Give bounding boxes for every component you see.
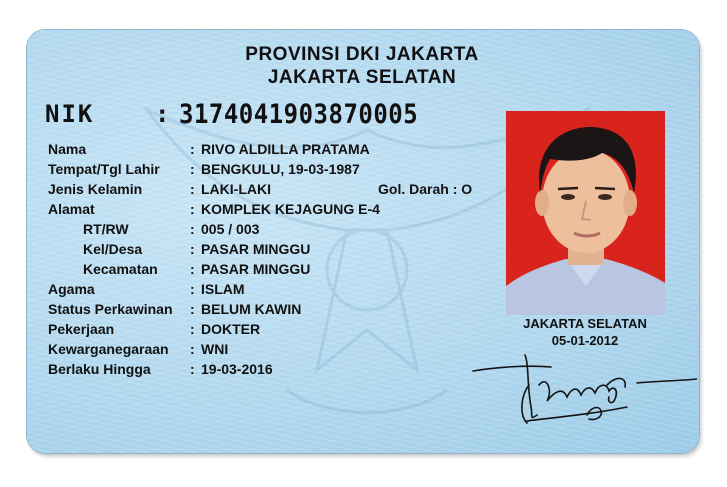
field-value: 005 / 003: [201, 221, 260, 237]
field-label: Nama: [48, 141, 87, 157]
field-label: Kewarganegaraan: [48, 341, 169, 357]
issue-date: 05-01-2012: [551, 333, 619, 348]
blood-type-label: Gol. Darah: [378, 181, 449, 197]
field-colon: :: [190, 241, 195, 257]
field-value: LAKI-LAKI: [201, 181, 271, 197]
field-label: Kel/Desa: [83, 241, 143, 257]
portrait-image: [506, 111, 665, 315]
field-label: Berlaku Hingga: [48, 361, 151, 377]
province-title: PROVINSI DKI JAKARTA: [245, 44, 479, 65]
field-label: Tempat/Tgl Lahir: [48, 161, 160, 177]
field-value: BELUM KAWIN: [201, 301, 302, 317]
field-colon: :: [190, 181, 195, 197]
field-colon: :: [190, 321, 195, 337]
field-value: KOMPLEK KEJAGUNG E-4: [201, 201, 380, 217]
field-label: Alamat: [48, 201, 95, 217]
nik-number: 3174041903870005: [179, 98, 419, 130]
field-value: DOKTER: [201, 321, 261, 337]
blood-type-colon: :: [452, 181, 458, 197]
holder-signature: [467, 345, 697, 435]
field-value: BENGKULU, 19-03-1987: [201, 161, 360, 177]
field-colon: :: [190, 141, 195, 157]
field-colon: :: [190, 281, 195, 297]
field-colon: :: [190, 341, 195, 357]
field-colon: :: [190, 261, 195, 277]
field-value: WNI: [201, 341, 229, 357]
field-colon: :: [190, 161, 195, 177]
nik-label: NIK: [45, 100, 95, 128]
holder-photo: [506, 111, 665, 315]
blood-type-value: O: [461, 181, 473, 197]
field-colon: :: [190, 301, 195, 317]
nik-colon: :: [155, 100, 170, 128]
field-value: PASAR MINGGU: [201, 261, 311, 277]
field-label: Jenis Kelamin: [48, 181, 143, 197]
field-colon: :: [190, 221, 195, 237]
field-label: Status Perkawinan: [48, 301, 173, 317]
field-label: Agama: [48, 281, 95, 297]
field-label: Kecamatan: [83, 261, 158, 277]
issue-place: JAKARTA SELATAN: [523, 316, 647, 331]
field-colon: :: [190, 361, 195, 377]
id-card: [27, 30, 699, 453]
city-title: JAKARTA SELATAN: [267, 67, 457, 88]
field-value: PASAR MINGGU: [201, 241, 311, 257]
field-label: RT/RW: [83, 221, 129, 237]
field-value: 19-03-2016: [201, 361, 273, 377]
field-colon: :: [190, 201, 195, 217]
field-label: Pekerjaan: [48, 321, 115, 337]
blood-type: [378, 181, 472, 197]
field-value: RIVO ALDILLA PRATAMA: [201, 141, 370, 157]
field-value: ISLAM: [201, 281, 245, 297]
